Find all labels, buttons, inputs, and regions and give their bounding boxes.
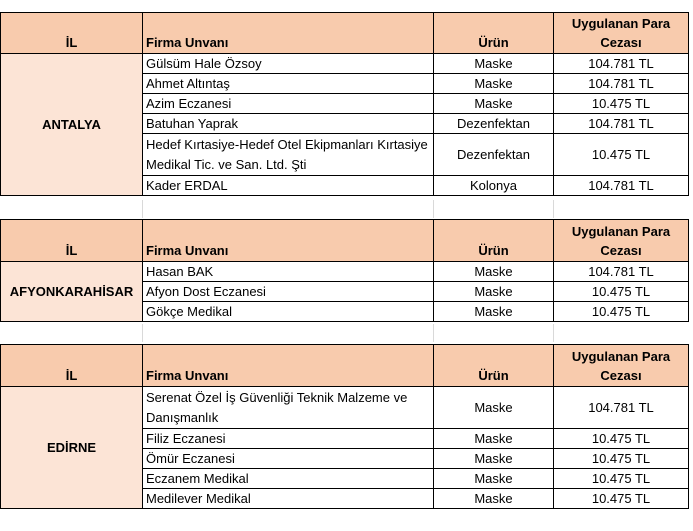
header-il: İL [1,220,143,262]
company-name: Ahmet Altıntaş [143,74,434,94]
product: Maske [434,54,554,74]
product: Maske [434,262,554,282]
header-urun: Ürün [434,345,554,387]
product: Maske [434,387,554,429]
header-firma: Firma Unvanı [143,220,434,262]
company-name: Hedef Kırtasiye-Hedef Otel Ekipmanları Kırtasiye Medikal Tic. ve San. Ltd. Şti [143,134,434,176]
company-name: Azim Eczanesi [143,94,434,114]
province-cell: ANTALYA [1,54,143,196]
penalty-amount: 104.781 TL [554,176,689,196]
penalty-amount: 10.475 TL [554,449,689,469]
penalty-amount: 10.475 TL [554,302,689,322]
company-name: Serenat Özel İş Güvenliği Teknik Malzeme ve Danışmanlık [143,387,434,429]
product: Maske [434,469,554,489]
header-ceza: Uygulanan Para Cezası [554,220,689,262]
product: Dezenfektan [434,134,554,176]
product: Maske [434,489,554,509]
product: Kolonya [434,176,554,196]
header-urun: Ürün [434,13,554,54]
penalty-amount: 10.475 TL [554,469,689,489]
penalty-amount: 104.781 TL [554,74,689,94]
company-name: Hasan BAK [143,262,434,282]
table-header-row [1,13,689,54]
company-name: Kader ERDAL [143,176,434,196]
company-name: Filiz Eczanesi [143,429,434,449]
penalty-amount: 10.475 TL [554,429,689,449]
product: Maske [434,302,554,322]
company-name: Afyon Dost Eczanesi [143,282,434,302]
header-ceza: Uygulanan Para Cezası [554,345,689,387]
header-il: İL [1,13,143,54]
penalty-table-edirne [0,344,689,509]
product: Maske [434,449,554,469]
header-firma: Firma Unvanı [143,13,434,54]
penalty-amount: 10.475 TL [554,94,689,114]
penalty-amount: 10.475 TL [554,282,689,302]
header-firma: Firma Unvanı [143,345,434,387]
section-gap [0,200,688,218]
company-name: Gökçe Medikal [143,302,434,322]
company-name: Ömür Eczanesi [143,449,434,469]
table-row [1,262,689,282]
penalty-table-afyonkarahisar [0,219,689,322]
table-header-row [1,345,689,387]
table-row [1,387,689,429]
company-name: Medilever Medikal [143,489,434,509]
header-ceza: Uygulanan Para Cezası [554,13,689,54]
company-name: Gülsüm Hale Özsoy [143,54,434,74]
table-header-row [1,220,689,262]
section-gap [0,324,688,342]
province-cell: AFYONKARAHİSAR [1,262,143,322]
product: Dezenfektan [434,114,554,134]
penalty-amount: 104.781 TL [554,262,689,282]
penalty-amount: 10.475 TL [554,489,689,509]
company-name: Batuhan Yaprak [143,114,434,134]
header-il: İL [1,345,143,387]
product: Maske [434,74,554,94]
penalty-amount: 10.475 TL [554,134,689,176]
penalty-amount: 104.781 TL [554,114,689,134]
penalty-table-antalya [0,12,689,196]
province-cell: EDİRNE [1,387,143,509]
penalty-amount: 104.781 TL [554,54,689,74]
table-row [1,54,689,74]
product: Maske [434,94,554,114]
product: Maske [434,282,554,302]
company-name: Eczanem Medikal [143,469,434,489]
penalty-amount: 104.781 TL [554,387,689,429]
product: Maske [434,429,554,449]
header-urun: Ürün [434,220,554,262]
